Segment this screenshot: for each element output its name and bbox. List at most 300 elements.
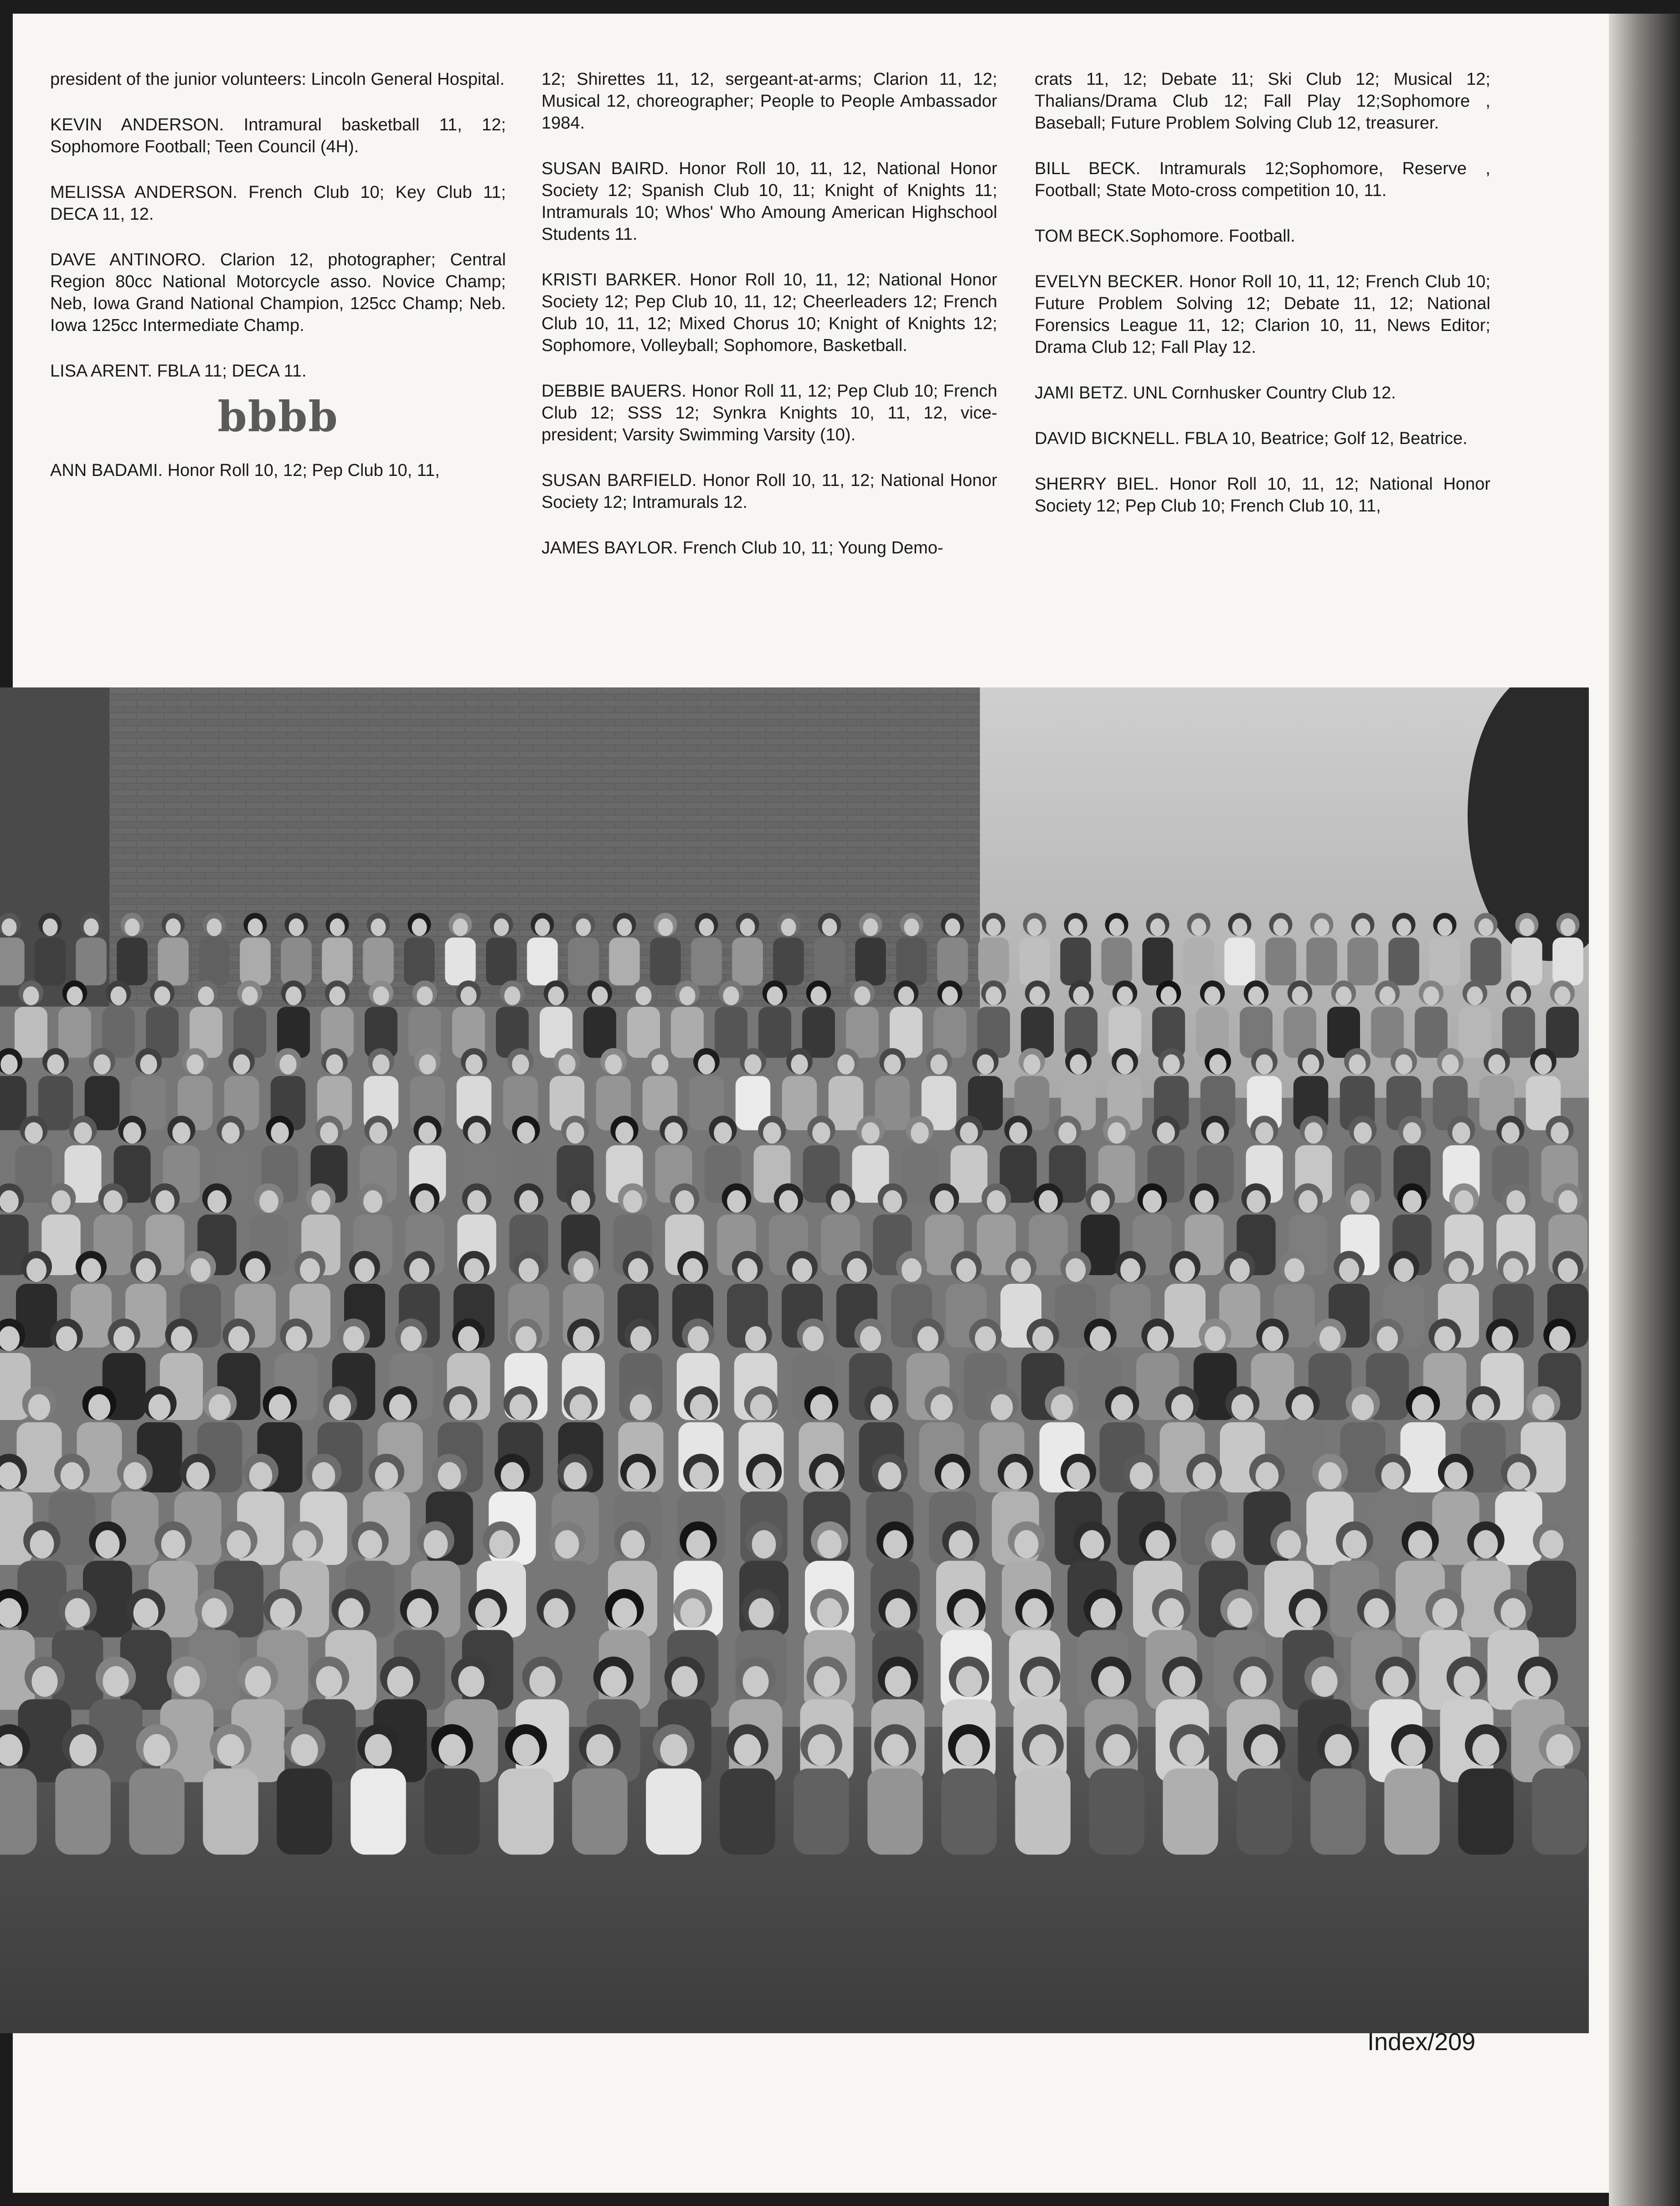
person-face xyxy=(745,1326,766,1351)
person-face xyxy=(535,919,550,936)
person-body xyxy=(350,1768,406,1855)
person-face xyxy=(1205,1326,1226,1351)
person-face xyxy=(61,1462,84,1489)
person-face xyxy=(56,1326,77,1351)
person-face xyxy=(326,1054,343,1075)
person-body xyxy=(199,938,230,986)
person-face xyxy=(714,1122,732,1144)
person-face xyxy=(490,1530,514,1558)
person-face xyxy=(517,1122,535,1144)
person-face xyxy=(945,919,960,936)
person-face xyxy=(1027,919,1042,936)
person-face xyxy=(1160,987,1176,1006)
person-face xyxy=(1211,1530,1236,1558)
person-face xyxy=(245,1258,265,1282)
person-face xyxy=(1540,1530,1564,1558)
person-face xyxy=(1169,1666,1195,1697)
person-face xyxy=(217,1734,244,1766)
person-face xyxy=(464,1258,484,1282)
person-body xyxy=(1060,938,1091,986)
person-face xyxy=(930,1054,947,1075)
person-face xyxy=(242,987,258,1006)
person-face xyxy=(1255,1122,1273,1144)
person-face xyxy=(1117,987,1133,1006)
person-face xyxy=(28,1394,50,1420)
person-face xyxy=(1120,1258,1140,1282)
person-face xyxy=(861,1122,880,1144)
person-face xyxy=(1051,1394,1073,1420)
person-body xyxy=(363,938,394,986)
person-face xyxy=(1273,919,1288,936)
person-face xyxy=(651,1054,668,1075)
person-face xyxy=(209,1394,231,1420)
person-face xyxy=(186,1462,210,1489)
person-face xyxy=(222,1122,240,1144)
person-face xyxy=(1090,1326,1111,1351)
person-face xyxy=(207,919,222,936)
person-face xyxy=(1423,987,1439,1006)
person-face xyxy=(88,1394,110,1420)
person-face xyxy=(271,1122,289,1144)
person-face xyxy=(883,1190,902,1213)
person-body xyxy=(55,1768,111,1855)
person-face xyxy=(822,919,837,936)
person-body xyxy=(937,938,968,986)
person-face xyxy=(161,1530,186,1558)
person-face xyxy=(818,1530,842,1558)
person-face xyxy=(417,987,433,1006)
person-face xyxy=(269,1394,291,1420)
person-face xyxy=(1452,1122,1470,1144)
person-face xyxy=(1171,1394,1193,1420)
person-face xyxy=(1532,1394,1554,1420)
person-face xyxy=(1335,987,1351,1006)
person-face xyxy=(1546,1734,1573,1766)
index-entry: crats 11, 12; Debate 11; Ski Club 12; Musical 12; Thalians/Drama Club 12; Fall Play 12;Sophomore , Baseball; Future Problem Solving Club 12, treasurer. xyxy=(1035,70,1490,133)
person-face xyxy=(752,1462,776,1489)
person-face xyxy=(564,1462,587,1489)
person-face xyxy=(438,1462,461,1489)
person-face xyxy=(453,919,468,936)
index-entry: KEVIN ANDERSON. Intramural basketball 11, 12; Sophomore Football; Teen Council (4H). xyxy=(50,115,506,156)
person-face xyxy=(293,1530,317,1558)
person-face xyxy=(698,1054,715,1075)
person-face xyxy=(510,1394,531,1420)
person-body xyxy=(35,938,66,986)
person-body xyxy=(568,938,599,986)
person-face xyxy=(871,1394,892,1420)
person-face xyxy=(740,919,755,936)
person-face xyxy=(1434,1326,1455,1351)
person-face xyxy=(343,1326,364,1351)
person-face xyxy=(831,1190,850,1213)
person-face xyxy=(110,987,126,1006)
person-face xyxy=(1109,919,1124,936)
person-body xyxy=(1384,1768,1440,1855)
person-face xyxy=(291,1734,318,1766)
index-entry: KRISTI BARKER. Honor Roll 10, 11, 12; National Honor Society 12; Pep Club 10, 11, 12; Cheerleaders 12; French Club 10, 11, 12; Mixed Chorus 10; Knight of Knights 12; Sophomore, Volleyball; Sophomore, Basketball. xyxy=(541,270,997,355)
person-face xyxy=(1394,1258,1414,1282)
person-face xyxy=(65,1598,90,1628)
person-body xyxy=(203,1768,258,1855)
person-face xyxy=(814,1666,840,1697)
person-body xyxy=(76,938,107,986)
person-face xyxy=(1277,1530,1301,1558)
index-entry: DEBBIE BAUERS. Honor Roll 11, 12; Pep Club 10; French Club 12; SSS 12; Synkra Knights 10, 11, 12, vice-president; Varsity Swimming Varsity (10). xyxy=(541,382,997,444)
person-face xyxy=(621,1530,645,1558)
person-face xyxy=(1023,1054,1040,1075)
person-face xyxy=(140,1054,157,1075)
person-face xyxy=(401,1326,422,1351)
person-face xyxy=(1349,1054,1366,1075)
person-face xyxy=(1403,1122,1421,1144)
person-face xyxy=(1284,1258,1304,1282)
person-face xyxy=(1453,1666,1479,1697)
person-face xyxy=(942,987,958,1006)
person-face xyxy=(680,1598,706,1628)
person-face xyxy=(883,1530,907,1558)
person-face xyxy=(1558,1190,1577,1213)
person-face xyxy=(31,1666,57,1697)
person-face xyxy=(558,1054,575,1075)
person-face xyxy=(1398,1734,1425,1766)
person-face xyxy=(358,1530,382,1558)
person-body xyxy=(1458,1768,1514,1855)
person-face xyxy=(103,1666,129,1697)
index-entry: EVELYN BECKER. Honor Roll 10, 11, 12; French Club 10; Future Problem Solving 12; Debate 11, 12; National Forensics League 11, 12; Clarion 10, 11, News Editor; Drama Club 12; Fall Play 12. xyxy=(1035,272,1490,357)
person-face xyxy=(369,1122,387,1144)
person-face xyxy=(605,1054,622,1075)
person-body xyxy=(1347,938,1378,986)
person-body xyxy=(1502,1007,1535,1058)
person-face xyxy=(84,919,99,936)
person-body xyxy=(720,1768,775,1855)
person-face xyxy=(1116,1054,1133,1075)
person-face xyxy=(512,1054,529,1075)
person-face xyxy=(1204,987,1220,1006)
person-face xyxy=(1070,1054,1087,1075)
person-face xyxy=(1111,1394,1133,1420)
person-face xyxy=(191,1258,211,1282)
person-face xyxy=(329,987,345,1006)
person-body xyxy=(802,1007,835,1058)
person-body xyxy=(1306,938,1337,986)
person-face xyxy=(544,1598,569,1628)
person-body xyxy=(572,1768,628,1855)
person-face xyxy=(688,1326,709,1351)
person-face xyxy=(1022,1598,1047,1628)
person-face xyxy=(415,1190,434,1213)
person-face xyxy=(1343,1530,1367,1558)
person-face xyxy=(792,1258,812,1282)
person-body xyxy=(15,1007,47,1058)
person-body xyxy=(1458,1007,1491,1058)
person-face xyxy=(69,1734,96,1766)
person-face xyxy=(25,1122,43,1144)
person-face xyxy=(1472,1734,1499,1766)
person-face xyxy=(249,1462,273,1489)
person-face xyxy=(904,919,919,936)
person-face xyxy=(519,1258,539,1282)
person-face xyxy=(1080,1530,1104,1558)
person-body xyxy=(281,938,312,986)
person-face xyxy=(449,1394,471,1420)
person-face xyxy=(320,1122,338,1144)
person-face xyxy=(949,1530,973,1558)
person-face xyxy=(26,1258,46,1282)
person-body xyxy=(1089,1768,1144,1855)
person-face xyxy=(149,1394,170,1420)
person-face xyxy=(570,1394,592,1420)
person-face xyxy=(424,1530,448,1558)
index-entry: DAVE ANTINORO. Clarion 12, photographer; Central Region 80cc National Motorcycle asso. Novice Champ; Neb, Iowa Grand National Champion, 125cc Champ; Neb. Iowa 125cc Intermediate Champ. xyxy=(50,250,506,335)
person-face xyxy=(93,1054,110,1075)
person-face xyxy=(1442,1054,1458,1075)
person-face xyxy=(878,1462,902,1489)
person-face xyxy=(329,1394,351,1420)
person-face xyxy=(125,919,140,936)
person-face xyxy=(1314,919,1330,936)
person-face xyxy=(233,1054,250,1075)
person-face xyxy=(1292,1394,1314,1420)
person-body xyxy=(671,1007,704,1058)
person-face xyxy=(248,919,263,936)
person-body xyxy=(158,938,189,986)
person-face xyxy=(1510,987,1526,1006)
person-face xyxy=(1251,1734,1278,1766)
person-face xyxy=(1299,1190,1318,1213)
index-column-3 xyxy=(1035,68,1490,541)
person-body xyxy=(0,938,25,986)
person-face xyxy=(911,1122,929,1144)
person-face xyxy=(166,919,181,936)
person-face xyxy=(1068,919,1083,936)
person-face xyxy=(1209,1054,1226,1075)
person-face xyxy=(617,919,632,936)
person-body xyxy=(0,1768,37,1855)
person-body xyxy=(1495,1492,1542,1565)
person-face xyxy=(1412,1394,1434,1420)
index-entry: DAVID BICKNELL. FBLA 10, Beatrice; Golf 12, Beatrice. xyxy=(1035,429,1468,448)
person-face xyxy=(812,1122,830,1144)
person-face xyxy=(330,919,345,936)
person-face xyxy=(817,1598,842,1628)
person-face xyxy=(815,1462,839,1489)
person-face xyxy=(1535,1054,1551,1075)
person-face xyxy=(458,1326,479,1351)
person-body xyxy=(322,938,353,986)
person-face xyxy=(52,1190,71,1213)
person-face xyxy=(124,1462,147,1489)
person-face xyxy=(734,1734,761,1766)
person-face xyxy=(519,1190,538,1213)
person-face xyxy=(1501,1122,1520,1144)
person-face xyxy=(372,1054,389,1075)
person-face xyxy=(1027,1666,1053,1697)
person-face xyxy=(409,1258,429,1282)
person-body xyxy=(1265,938,1296,986)
person-face xyxy=(686,1530,711,1558)
person-face xyxy=(1311,1666,1337,1697)
person-face xyxy=(1015,1530,1039,1558)
index-entry: LISA ARENT. FBLA 11; DECA 11. xyxy=(50,362,307,381)
person-face xyxy=(630,1394,652,1420)
person-face xyxy=(956,1666,982,1697)
person-face xyxy=(123,1122,141,1144)
person-face xyxy=(1177,1734,1204,1766)
person-face xyxy=(1438,919,1453,936)
person-body xyxy=(1532,1768,1587,1855)
person-body xyxy=(941,1768,997,1855)
person-face xyxy=(1520,919,1535,936)
person-face xyxy=(375,1462,398,1489)
person-face xyxy=(671,1666,697,1697)
person-face xyxy=(467,1190,486,1213)
person-face xyxy=(779,1190,798,1213)
person-face xyxy=(515,1326,536,1351)
page-edge-shadow xyxy=(1609,14,1680,2206)
person-face xyxy=(592,987,608,1006)
person-face xyxy=(627,1462,650,1489)
person-body xyxy=(1546,1007,1579,1058)
person-face xyxy=(373,987,389,1006)
person-body xyxy=(445,938,476,986)
person-face xyxy=(847,1258,867,1282)
person-face xyxy=(1467,987,1483,1006)
person-face xyxy=(628,1258,648,1282)
person-face xyxy=(884,1054,901,1075)
person-face xyxy=(355,1258,375,1282)
person-face xyxy=(1381,1462,1405,1489)
class-photograph xyxy=(0,687,1589,2033)
person-face xyxy=(1454,1190,1474,1213)
person-face xyxy=(1262,1326,1283,1351)
person-face xyxy=(1066,1258,1086,1282)
person-face xyxy=(1159,1598,1184,1628)
person-body xyxy=(424,1768,480,1855)
person-face xyxy=(1352,1394,1374,1420)
index-entry: JAMES BAYLOR. French Club 10, 11; Young Demo- xyxy=(541,538,943,558)
person-face xyxy=(1157,1122,1175,1144)
person-body xyxy=(1237,1768,1292,1855)
person-face xyxy=(300,1258,320,1282)
person-body xyxy=(1527,1561,1576,1638)
person-body xyxy=(758,1007,791,1058)
person-body xyxy=(404,938,435,986)
person-face xyxy=(1103,1734,1130,1766)
person-face xyxy=(365,1734,392,1766)
person-body xyxy=(978,938,1009,986)
person-face xyxy=(917,1326,938,1351)
index-entry: JAMI BETZ. UNL Cornhusker Country Club 12. xyxy=(1035,383,1396,403)
person-face xyxy=(1296,1598,1321,1628)
person-face xyxy=(47,1054,64,1075)
person-face xyxy=(723,987,739,1006)
person-face xyxy=(1479,919,1494,936)
index-entry: MELISSA ANDERSON. French Club 10; Key Club 11; DECA 11, 12. xyxy=(50,183,506,224)
person-face xyxy=(285,987,301,1006)
person-face xyxy=(1163,1054,1180,1075)
person-face xyxy=(228,1326,249,1351)
person-face xyxy=(0,1190,19,1213)
person-body xyxy=(1310,1768,1366,1855)
person-face xyxy=(1319,1462,1342,1489)
person-face xyxy=(460,987,476,1006)
person-face xyxy=(512,1734,539,1766)
person-face xyxy=(1240,1666,1266,1697)
person-face xyxy=(571,1190,590,1213)
person-body xyxy=(1429,938,1460,986)
person-face xyxy=(387,1666,413,1697)
person-face xyxy=(154,987,170,1006)
person-body xyxy=(1415,1007,1448,1058)
person-face xyxy=(1175,1258,1195,1282)
person-face xyxy=(1554,987,1570,1006)
person-face xyxy=(96,1530,120,1558)
person-face xyxy=(1032,1326,1053,1351)
person-face xyxy=(1256,1054,1273,1075)
person-face xyxy=(1408,1530,1433,1558)
person-face xyxy=(419,1054,436,1075)
person-face xyxy=(791,1054,808,1075)
person-face xyxy=(1029,987,1045,1006)
person-face xyxy=(955,1734,982,1766)
person-face xyxy=(227,1530,251,1558)
person-face xyxy=(675,1190,694,1213)
person-face xyxy=(1227,1598,1252,1628)
person-face xyxy=(1073,987,1089,1006)
person-body xyxy=(609,938,640,986)
person-body xyxy=(1511,938,1542,986)
person-face xyxy=(311,1190,330,1213)
person-body xyxy=(794,1768,849,1855)
person-face xyxy=(475,1598,500,1628)
person-face xyxy=(665,1122,683,1144)
index-column-1 xyxy=(50,68,506,505)
person-face xyxy=(1558,1258,1578,1282)
person-face xyxy=(586,1734,613,1766)
person-face xyxy=(316,1666,342,1697)
person-face xyxy=(1382,1666,1408,1697)
person-face xyxy=(1488,1054,1505,1075)
person-body xyxy=(1015,1768,1071,1855)
person-face xyxy=(1506,1190,1525,1213)
person-face xyxy=(658,919,673,936)
person-face xyxy=(1130,1462,1153,1489)
person-body xyxy=(650,938,681,986)
person-body xyxy=(1183,938,1214,986)
person-body xyxy=(1019,938,1050,986)
person-face xyxy=(885,1666,911,1697)
person-face xyxy=(1302,1054,1319,1075)
person-face xyxy=(1191,919,1206,936)
person-face xyxy=(1503,1258,1523,1282)
person-face xyxy=(113,1326,134,1351)
person-face xyxy=(1058,1122,1077,1144)
person-face xyxy=(171,1326,192,1351)
person-face xyxy=(573,1326,594,1351)
person-face xyxy=(749,1598,774,1628)
person-body xyxy=(896,938,927,986)
person-face xyxy=(438,1734,465,1766)
person-body xyxy=(867,1768,923,1855)
person-body xyxy=(1142,938,1173,986)
person-body xyxy=(129,1768,185,1855)
person-body xyxy=(1388,938,1419,986)
person-body xyxy=(814,938,845,986)
person-face xyxy=(155,1190,175,1213)
index-entry: SHERRY BIEL. Honor Roll 10, 11, 12; National Honor Society 12; Pep Club 10; French Club 10, 11, xyxy=(1035,475,1490,516)
